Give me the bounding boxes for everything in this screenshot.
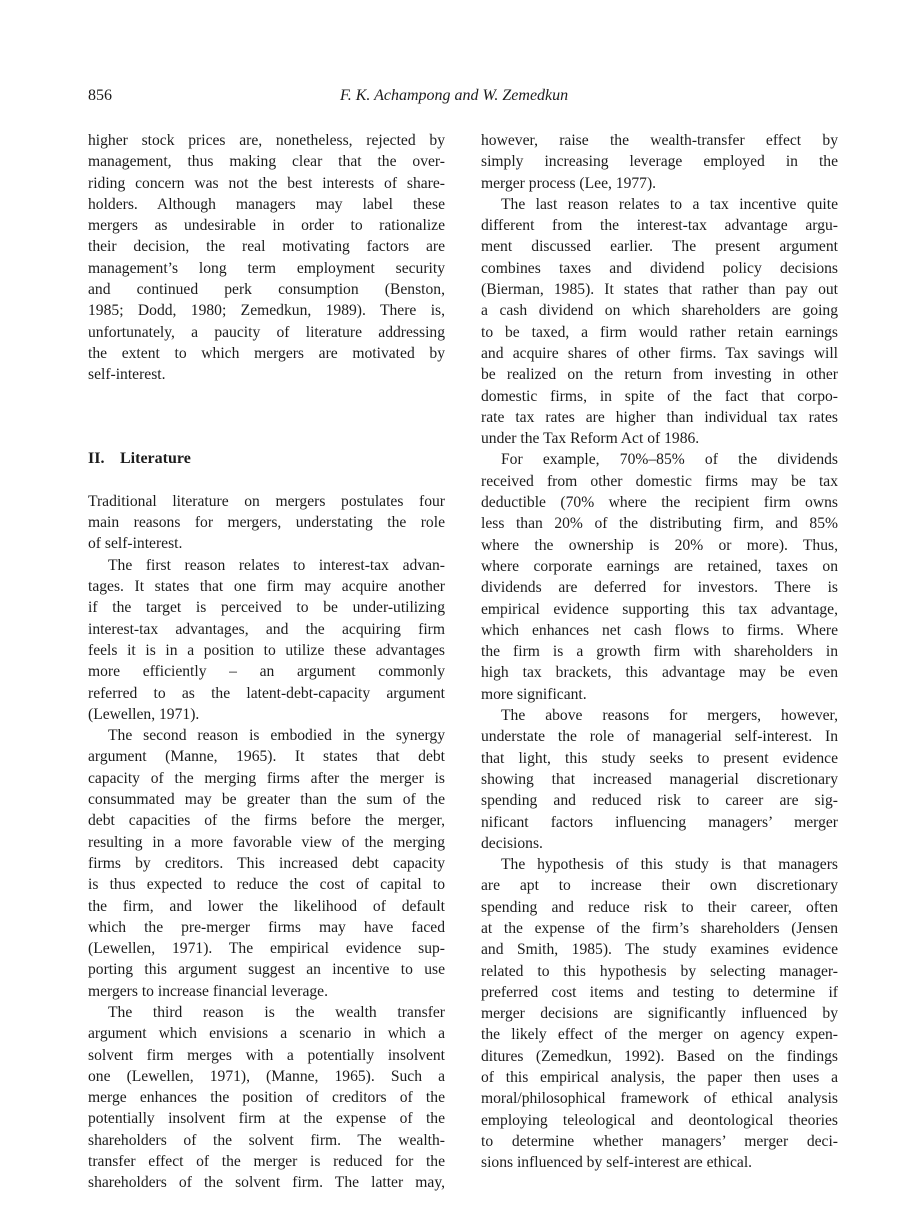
text-line: sions influenced by self-interest are ethical. xyxy=(481,1154,753,1172)
text-line: 1985; Dodd, 1980; Zemedkun, 1989). There is, xyxy=(88,302,445,320)
text-line: which the pre-merger firms may have faced xyxy=(88,918,445,936)
text-line: interest-tax advantages, and the acquiring firm xyxy=(88,620,445,638)
text-line: and Smith, 1985). The study examines evidence xyxy=(481,941,838,959)
paragraph-hypothesis xyxy=(481,854,838,1173)
spacer xyxy=(88,469,445,491)
text-line: ment discussed earlier. The present argument xyxy=(481,238,838,256)
paragraph-second-reason xyxy=(88,725,445,1002)
paragraph-example xyxy=(481,449,838,705)
text-line: self-interest. xyxy=(88,366,166,384)
left-column xyxy=(88,130,445,1194)
text-line: higher stock prices are, nonetheless, rejected by xyxy=(88,132,445,149)
text-line: shareholders of the solvent firm. The latter may, xyxy=(88,1174,445,1192)
text-line: transfer effect of the merger is reduced for the xyxy=(88,1153,445,1171)
text-line: where the ownership is 20% or more). Thus, xyxy=(481,536,838,554)
paragraph-above-reasons xyxy=(481,705,838,854)
text-line: ditures (Zemedkun, 1992). Based on the findings xyxy=(481,1047,838,1065)
text-line: main reasons for mergers, understating the role xyxy=(88,514,445,532)
text-line: under the Tax Reform Act of 1986. xyxy=(481,430,700,448)
running-head: F. K. Achampong and W. Zemedkun xyxy=(340,87,569,104)
text-line: if the target is perceived to be under-utilizing xyxy=(88,599,445,617)
text-line: tages. It states that one firm may acquire another xyxy=(88,578,445,596)
text-line: is thus expected to reduce the cost of capital to xyxy=(88,876,445,894)
spacer xyxy=(88,386,445,448)
text-line: more significant. xyxy=(481,685,587,703)
text-line: understate the role of managerial self-interest. In xyxy=(481,728,838,746)
text-line: combines taxes and dividend policy decisions xyxy=(481,259,838,277)
text-line: high tax brackets, this advantage may be even xyxy=(481,664,838,682)
text-line: deductible (70% where the recipient firm owns xyxy=(481,494,838,512)
text-line: riding concern was not the best interests of share- xyxy=(88,174,445,192)
text-line: a cash dividend on which shareholders are going xyxy=(481,302,838,320)
section-number: II. xyxy=(88,449,105,467)
page-number: 856 xyxy=(88,87,112,104)
text-line: their decision, the real motivating factors are xyxy=(88,238,445,256)
text-line: which enhances net cash flows to firms. Where xyxy=(481,621,838,639)
text-line: potentially insolvent firm at the expense of the xyxy=(88,1110,445,1128)
paragraph-continuation xyxy=(88,130,445,386)
text-line: the likely effect of the merger on agency expen- xyxy=(481,1026,838,1044)
text-line: argument which envisions a scenario in which a xyxy=(88,1025,445,1043)
text-line: employing teleological and deontological theories xyxy=(481,1111,838,1129)
text-line: The first reason relates to interest-tax advan- xyxy=(108,556,445,574)
text-line: to determine whether managers’ merger deci- xyxy=(481,1132,838,1150)
text-line: at the expense of the firm’s shareholders (Jensen xyxy=(481,919,838,937)
text-line: one (Lewellen, 1971), (Manne, 1965). Such a xyxy=(88,1067,445,1085)
text-line: related to this hypothesis by selecting manager- xyxy=(481,962,838,980)
text-line: however, raise the wealth-transfer effect by xyxy=(481,132,838,149)
text-line: of this empirical analysis, the paper then uses a xyxy=(481,1069,838,1087)
text-line: shareholders of the solvent firm. The wealth- xyxy=(88,1131,445,1149)
paragraph-intro xyxy=(88,491,445,555)
text-line: spending and reduce risk to their career, often xyxy=(481,898,838,916)
text-line: empirical evidence supporting this tax advantage, xyxy=(481,600,838,618)
text-line: consummated may be greater than the sum of the xyxy=(88,791,445,809)
text-line: merger process (Lee, 1977). xyxy=(481,174,657,192)
text-line: feels it is in a position to utilize these advantages xyxy=(88,641,445,659)
text-line: The above reasons for mergers, however, xyxy=(501,707,838,725)
text-line: rate tax rates are higher than individual tax rates xyxy=(481,408,838,426)
text-line: resulting in a more favorable view of the merging xyxy=(88,833,445,851)
text-line: Traditional literature on mergers postulates four xyxy=(88,492,445,510)
text-line: merge enhances the position of creditors of the xyxy=(88,1089,445,1107)
text-line: preferred cost items and testing to determine if xyxy=(481,983,838,1001)
text-line: simply increasing leverage employed in the xyxy=(481,153,838,171)
text-line: management’s long term employment security xyxy=(88,259,445,277)
text-line: solvent firm merges with a potentially insolvent xyxy=(88,1046,445,1064)
text-line: decisions. xyxy=(481,834,543,852)
text-line: moral/philosophical framework of ethical analysis xyxy=(481,1090,838,1108)
text-line: and continued perk consumption (Benston, xyxy=(88,281,445,299)
text-line: mergers to increase financial leverage. xyxy=(88,982,328,1000)
paragraph-third-continued xyxy=(481,130,838,194)
text-line: holders. Although managers may label these xyxy=(88,195,445,213)
text-line: The hypothesis of this study is that managers xyxy=(501,856,838,874)
text-line: (Lewellen, 1971). xyxy=(88,705,200,723)
text-line: management, thus making clear that the over- xyxy=(88,153,445,171)
text-line: dividends are deferred for investors. There is xyxy=(481,579,838,597)
text-line: be realized on the return from investing in other xyxy=(481,366,838,384)
text-line: where corporate earnings are retained, taxes on xyxy=(481,557,838,575)
text-line: (Bierman, 1985). It states that rather than pay out xyxy=(481,281,838,299)
text-line: domestic firms, in spite of the fact that corpo- xyxy=(481,387,838,405)
text-line: and acquire shares of other firms. Tax savings will xyxy=(481,344,838,362)
text-line: more efficiently – an argument commonly xyxy=(88,663,445,681)
text-line: capacity of the merging firms after the merger is xyxy=(88,769,445,787)
text-line: are apt to increase their own discretionary xyxy=(481,877,838,895)
section-heading xyxy=(88,448,445,469)
text-line: less than 20% of the distributing firm, and 85% xyxy=(481,515,838,533)
text-line: referred to as the latent-debt-capacity argument xyxy=(88,684,445,702)
text-line: unfortunately, a paucity of literature addressing xyxy=(88,323,445,341)
paragraph-first-reason xyxy=(88,555,445,725)
text-line: argument (Manne, 1965). It states that debt xyxy=(88,748,445,766)
text-line: showing that increased managerial discretionary xyxy=(481,770,838,788)
text-line: the firm, and lower the likelihood of default xyxy=(88,897,445,915)
text-line: The last reason relates to a tax incentive quite xyxy=(501,195,838,213)
text-line: nificant factors influencing managers’ merger xyxy=(481,813,838,831)
paragraph-third-reason xyxy=(88,1002,445,1194)
text-line: firms by creditors. This increased debt capacity xyxy=(88,854,445,872)
text-line: to be taxed, a firm would rather retain earnings xyxy=(481,323,838,341)
text-line: the firm is a growth firm with shareholders in xyxy=(481,643,838,661)
text-line: of self-interest. xyxy=(88,535,183,553)
text-line: (Lewellen, 1971). The empirical evidence sup- xyxy=(88,940,445,958)
text-line: the extent to which mergers are motivated by xyxy=(88,344,445,362)
text-line: mergers as undesirable in order to rationalize xyxy=(88,217,445,235)
text-line: that light, this study seeks to present evidence xyxy=(481,749,838,767)
text-line: The third reason is the wealth transfer xyxy=(108,1003,445,1021)
section-title: Literature xyxy=(120,449,191,467)
text-line: spending and reduced risk to career are sig- xyxy=(481,792,838,810)
right-column xyxy=(481,130,838,1174)
text-line: porting this argument suggest an incentive to use xyxy=(88,961,445,979)
text-line: received from other domestic firms may be tax xyxy=(481,472,838,490)
text-line: different from the interest-tax advantage argu- xyxy=(481,217,838,235)
text-line: For example, 70%–85% of the dividends xyxy=(501,451,838,469)
text-line: merger decisions are significantly influenced by xyxy=(481,1005,838,1023)
text-line: debt capacities of the firms before the merger, xyxy=(88,812,445,830)
text-line: The second reason is embodied in the synergy xyxy=(108,727,445,745)
paragraph-last-reason xyxy=(481,194,838,450)
